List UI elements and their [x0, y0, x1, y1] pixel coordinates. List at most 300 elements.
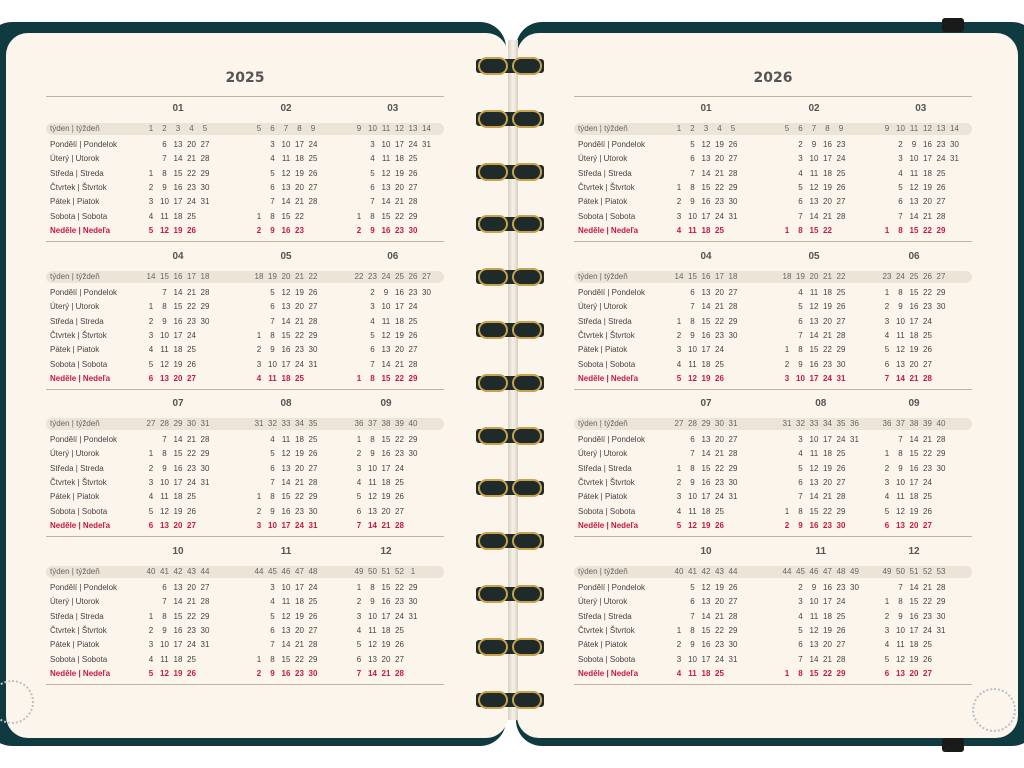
calendar-date: 15: [281, 492, 291, 502]
calendar-date: 2: [784, 359, 790, 369]
week-number: 18: [728, 272, 738, 281]
quarter-divider: [46, 536, 444, 537]
week-number: 30: [187, 419, 196, 428]
calendar-date: 26: [936, 182, 946, 192]
calendar-date: 1: [148, 302, 154, 312]
week-number: 10: [896, 124, 905, 133]
calendar-date: 30: [408, 597, 418, 607]
calendar-date: 3: [370, 140, 375, 149]
calendar-date: 15: [909, 449, 919, 459]
week-number: 40: [936, 419, 946, 428]
calendar-date: 11: [160, 492, 169, 502]
ring-wire: [478, 532, 508, 550]
calendar-date: 9: [911, 140, 917, 149]
calendar-date: 18: [381, 625, 391, 635]
calendar-date: 5: [148, 359, 154, 369]
week-number: 44: [782, 567, 792, 576]
calendar-date: 27: [395, 506, 404, 516]
calendar-date: 26: [308, 168, 318, 178]
calendar-date: 24: [308, 140, 318, 149]
calendar-date: 11: [160, 654, 169, 664]
weekday-label: Čtvrtek | Štvrtok: [578, 625, 635, 635]
calendar-date: 17: [923, 154, 932, 164]
calendar-date: 28: [836, 654, 846, 664]
week-number: 29: [173, 419, 183, 428]
weekday-label: Čtvrtek | Štvrtok: [578, 477, 635, 487]
calendar-date: 24: [715, 492, 724, 502]
week-number: 36: [354, 419, 364, 428]
month-number: 04: [700, 251, 712, 262]
sunday-date: 27: [923, 520, 932, 530]
calendar-date: 23: [408, 288, 418, 297]
calendar-date: 20: [823, 316, 832, 326]
calendar-date: 16: [701, 330, 711, 340]
sunday-date: 4: [256, 373, 262, 383]
calendar-date: 15: [173, 611, 183, 621]
calendar-date: 25: [923, 492, 932, 502]
calendar-date: 16: [701, 197, 711, 207]
sunday-date: 20: [909, 668, 919, 678]
week-number: 32: [796, 419, 805, 428]
calendar-date: 3: [884, 477, 890, 487]
calendar-date: 17: [701, 492, 711, 502]
calendar-date: 22: [295, 330, 304, 340]
week-number: 14: [950, 124, 959, 133]
calendar-date: 28: [728, 611, 738, 621]
calendar-date: 14: [701, 449, 711, 459]
calendar-date: 2: [798, 583, 803, 592]
calendar-date: 27: [308, 182, 318, 192]
sunday-date: 1: [884, 225, 890, 235]
calendar-date: 5: [148, 506, 154, 516]
spiral-binding-ring-icon: [474, 110, 546, 128]
ring-wire: [478, 321, 508, 339]
ring-wire: [512, 427, 542, 445]
weekday-label: Úterý | Utorok: [578, 597, 628, 607]
calendar-date: 1: [356, 211, 362, 221]
week-number: 3: [175, 124, 181, 133]
calendar-date: 3: [676, 654, 682, 664]
calendar-date: 18: [381, 477, 391, 487]
calendar-date: 23: [715, 330, 724, 340]
calendar-date: 7: [270, 640, 275, 650]
calendar-date: 3: [356, 463, 362, 473]
sunday-date: 10: [796, 373, 805, 383]
calendar-date: 13: [281, 625, 291, 635]
sunday-date: 9: [270, 225, 275, 235]
calendar-date: 5: [690, 140, 695, 149]
calendar-date: 13: [909, 197, 919, 207]
calendar-date: 17: [173, 197, 183, 207]
calendar-date: 8: [270, 654, 275, 664]
calendar-date: 24: [187, 330, 196, 340]
week-number: 14: [674, 272, 684, 281]
weekday-label: Pátek | Piatok: [578, 492, 628, 502]
quarter-divider: [574, 684, 972, 685]
calendar-date: 30: [728, 477, 738, 487]
calendar-date: 30: [422, 288, 431, 297]
month-number: 09: [380, 398, 392, 409]
calendar-date: 20: [923, 197, 932, 207]
sunday-date: 26: [715, 520, 724, 530]
week-number: 2: [690, 124, 695, 133]
calendar-date: 13: [809, 477, 819, 487]
ring-wire: [512, 691, 542, 709]
calendar-date: 30: [936, 611, 946, 621]
quarter-divider: [46, 389, 444, 390]
calendar-date: 23: [923, 463, 932, 473]
weekday-label: Sobota | Sobota: [578, 506, 636, 516]
weekday-label: Pondělí | Pondelok: [578, 140, 646, 149]
calendar-date: 19: [909, 654, 919, 664]
ring-wire: [478, 427, 508, 445]
calendar-date: 15: [701, 316, 711, 326]
calendar-date: 18: [823, 288, 832, 297]
calendar-date: 14: [701, 611, 711, 621]
spiral-binding-ring-icon: [474, 532, 546, 550]
calendar-date: 2: [676, 197, 682, 207]
calendar-date: 8: [270, 330, 275, 340]
calendar-date: 12: [281, 449, 291, 459]
week-row-label: týden | týždeň: [50, 567, 100, 576]
calendar-date: 31: [200, 477, 210, 487]
month-number: 09: [908, 398, 920, 409]
calendar-date: 2: [676, 477, 682, 487]
calendar-date: 29: [200, 611, 210, 621]
calendar-date: 11: [381, 154, 391, 164]
spiral-binding-ring-icon: [474, 691, 546, 709]
weekday-label: Pondělí | Pondelok: [50, 435, 118, 444]
weekday-label: Úterý | Utorok: [578, 449, 628, 459]
calendar-date: 18: [923, 168, 932, 178]
year-title-right: 2026: [753, 70, 793, 86]
calendar-date: 25: [715, 359, 724, 369]
ring-wire: [478, 215, 508, 233]
weekday-label: Středa | Streda: [578, 463, 632, 473]
calendar-date: 26: [395, 640, 404, 650]
calendar-date: 30: [200, 625, 210, 635]
calendar-date: 20: [381, 506, 391, 516]
calendar-date: 25: [308, 597, 318, 607]
calendar-date: 11: [896, 330, 905, 340]
calendar-date: 21: [395, 359, 404, 369]
week-number: 28: [688, 419, 697, 428]
ring-wire: [478, 268, 508, 286]
calendar-date: 4: [356, 477, 362, 487]
sunday-date: 21: [381, 520, 391, 530]
weekday-label: Pondělí | Pondelok: [50, 140, 118, 149]
calendar-date: 14: [809, 211, 819, 221]
calendar-date: 1: [884, 288, 890, 297]
week-number: 27: [936, 272, 946, 281]
calendar-date: 2: [898, 140, 903, 149]
calendar-date: 6: [690, 288, 695, 297]
calendar-date: 6: [356, 506, 362, 516]
calendar-date: 16: [823, 583, 832, 592]
calendar-date: 21: [295, 316, 304, 326]
calendar-date: 28: [936, 211, 946, 221]
calendar-date: 28: [200, 435, 210, 444]
calendar-date: 9: [162, 625, 167, 635]
calendar-date: 21: [295, 477, 304, 487]
calendar-date: 15: [701, 182, 711, 192]
calendar-date: 21: [715, 611, 724, 621]
calendar-date: 27: [395, 654, 404, 664]
sunday-date: 7: [356, 668, 362, 678]
spiral-binding-ring-icon: [474, 479, 546, 497]
sunday-date: 15: [381, 373, 391, 383]
sunday-date: 13: [160, 373, 169, 383]
week-number: 48: [836, 567, 846, 576]
calendar-date: 18: [909, 640, 919, 650]
week-number: 17: [715, 272, 724, 281]
calendar-date: 24: [715, 654, 724, 664]
calendar-date: 10: [909, 154, 919, 164]
calendar-date: 1: [784, 506, 790, 516]
sunday-date: 13: [160, 520, 169, 530]
calendar-date: 28: [200, 288, 210, 297]
ring-wire: [512, 110, 542, 128]
sunday-date: 11: [268, 373, 277, 383]
calendar-date: 5: [884, 654, 890, 664]
calendar-date: 23: [187, 625, 196, 635]
week-number: 11: [381, 124, 391, 133]
calendar-date: 6: [690, 154, 695, 164]
calendar-date: 24: [187, 197, 196, 207]
calendar-date: 3: [256, 359, 262, 369]
calendar-date: 19: [909, 506, 919, 516]
calendar-date: 25: [408, 316, 418, 326]
calendar-date: 3: [884, 316, 890, 326]
calendar-date: 24: [408, 302, 418, 312]
calendar-date: 29: [308, 492, 318, 502]
calendar-date: 27: [836, 197, 846, 207]
sunday-date: 3: [784, 373, 790, 383]
calendar-date: 10: [160, 330, 169, 340]
calendar-date: 13: [701, 597, 711, 607]
calendar-date: 1: [784, 345, 790, 355]
calendar-date: 1: [356, 583, 362, 592]
sunday-date: 22: [823, 668, 832, 678]
calendar-date: 13: [281, 182, 291, 192]
calendar-date: 7: [690, 302, 695, 312]
calendar-date: 19: [395, 330, 404, 340]
calendar-date: 6: [370, 182, 375, 192]
calendar-date: 5: [798, 182, 803, 192]
calendar-date: 24: [187, 477, 196, 487]
sunday-date: 12: [688, 373, 697, 383]
calendar-date: 21: [923, 583, 932, 592]
sunday-date: 5: [676, 373, 682, 383]
calendar-date: 4: [148, 654, 154, 664]
calendar-date: 25: [187, 654, 196, 664]
calendar-date: 24: [923, 316, 932, 326]
calendar-date: 18: [701, 359, 711, 369]
week-number: 7: [283, 124, 289, 133]
month-number: 03: [915, 103, 927, 114]
calendar-date: 21: [395, 197, 404, 207]
calendar-date: 7: [370, 359, 375, 369]
calendar-date: 10: [368, 463, 377, 473]
calendar-date: 8: [690, 463, 695, 473]
week-number: 15: [160, 272, 169, 281]
week-number: 41: [688, 567, 697, 576]
week-number: 2: [162, 124, 167, 133]
calendar-date: 6: [370, 345, 375, 355]
calendar-date: 7: [270, 197, 275, 207]
calendar-date: 11: [368, 477, 377, 487]
calendar-date: 9: [898, 463, 903, 473]
week-number: 29: [701, 419, 711, 428]
spiral-binding-ring-icon: [474, 427, 546, 445]
calendar-date: 18: [823, 611, 832, 621]
weekday-label: Sobota | Sobota: [578, 359, 636, 369]
calendar-date: 10: [688, 345, 697, 355]
spiral-binding-ring-icon: [474, 268, 546, 286]
month-number: 02: [280, 103, 292, 114]
week-number: 8: [297, 124, 302, 133]
calendar-date: 4: [798, 288, 803, 297]
week-number: 18: [200, 272, 210, 281]
calendar-date: 7: [898, 583, 903, 592]
week-number: 12: [395, 124, 404, 133]
week-number: 24: [896, 272, 905, 281]
calendar-date: 28: [728, 302, 738, 312]
calendar-date: 15: [381, 211, 391, 221]
sunday-date: 14: [368, 520, 377, 530]
week-number: 28: [160, 419, 169, 428]
calendar-date: 12: [809, 302, 819, 312]
calendar-date: 14: [701, 168, 711, 178]
sunday-date: 20: [909, 520, 919, 530]
calendar-date: 11: [381, 316, 391, 326]
week-number: 22: [354, 272, 364, 281]
sunday-date: 19: [173, 668, 183, 678]
calendar-date: 3: [270, 583, 275, 592]
calendar-date: 6: [270, 625, 275, 635]
calendar-date: 21: [715, 449, 724, 459]
calendar-date: 10: [896, 625, 905, 635]
week-number: 6: [270, 124, 275, 133]
calendar-date: 4: [270, 435, 275, 444]
calendar-date: 12: [701, 140, 711, 149]
calendar-date: 29: [408, 211, 418, 221]
calendar-date: 24: [187, 640, 196, 650]
calendar-date: 25: [187, 492, 196, 502]
ring-wire: [478, 691, 508, 709]
calendar-date: 10: [688, 211, 697, 221]
calendar-date: 17: [381, 463, 391, 473]
calendar-date: 16: [701, 640, 711, 650]
calendar-date: 30: [850, 583, 859, 592]
calendar-date: 12: [160, 506, 169, 516]
calendar-date: 20: [187, 140, 196, 149]
calendar-date: 26: [408, 330, 418, 340]
month-number: 05: [280, 251, 292, 262]
calendar-date: 8: [270, 211, 275, 221]
calendar-date: 22: [187, 449, 196, 459]
calendar-date: 24: [923, 477, 932, 487]
calendar-date: 28: [200, 154, 210, 164]
calendar-date: 2: [356, 597, 362, 607]
week-number: 36: [850, 419, 859, 428]
calendar-date: 27: [728, 597, 738, 607]
calendar-date: 10: [809, 154, 819, 164]
calendar-date: 22: [823, 506, 832, 516]
calendar-date: 29: [200, 302, 210, 312]
sunday-date: 16: [381, 225, 391, 235]
calendar-date: 30: [308, 506, 318, 516]
calendar-date: 13: [701, 435, 711, 444]
calendar-date: 14: [281, 477, 291, 487]
week-number: 27: [146, 419, 156, 428]
calendar-date: 20: [823, 477, 832, 487]
calendar-date: 6: [798, 316, 803, 326]
calendar-date: 1: [676, 182, 682, 192]
calendar-date: 24: [715, 211, 724, 221]
calendar-date: 12: [896, 654, 905, 664]
sunday-date: 13: [896, 520, 905, 530]
calendar-date: 14: [173, 597, 183, 607]
calendar-date: 3: [884, 625, 890, 635]
calendar-date: 10: [368, 611, 377, 621]
calendar-date: 12: [896, 506, 905, 516]
week-number: 10: [368, 124, 377, 133]
calendar-date: 17: [909, 625, 919, 635]
calendar-date: 3: [148, 197, 154, 207]
spiral-binding-ring-icon: [474, 321, 546, 339]
week-number: 25: [395, 272, 404, 281]
sunday-date: 8: [798, 225, 803, 235]
week-number: 18: [254, 272, 264, 281]
ring-wire: [512, 374, 542, 392]
calendar-date: 25: [836, 168, 846, 178]
month-number: 04: [172, 251, 184, 262]
calendar-date: 26: [836, 625, 846, 635]
calendar-date: 30: [950, 140, 959, 149]
calendar-date: 11: [281, 154, 291, 164]
calendar-date: 22: [923, 449, 932, 459]
calendar-date: 20: [295, 182, 304, 192]
week-number: 37: [896, 419, 905, 428]
calendar-date: 12: [281, 288, 291, 297]
ring-wire: [512, 532, 542, 550]
calendar-date: 10: [809, 597, 819, 607]
calendar-date: 21: [823, 654, 832, 664]
week-number: 18: [782, 272, 792, 281]
calendar-date: 1: [256, 211, 262, 221]
calendar-date: 19: [823, 625, 832, 635]
calendar-date: 27: [836, 640, 846, 650]
weekday-label: Sobota | Sobota: [50, 359, 108, 369]
calendar-date: 13: [701, 288, 711, 297]
month-number: 11: [280, 546, 292, 557]
month-number: 01: [172, 103, 184, 114]
sunday-date: 28: [395, 520, 404, 530]
calendar-date: 30: [836, 359, 846, 369]
calendar-date: 16: [909, 463, 919, 473]
week-number: 35: [836, 419, 846, 428]
month-number: 02: [808, 103, 820, 114]
month-number: 08: [815, 398, 827, 409]
calendar-date: 7: [270, 316, 275, 326]
calendar-date: 1: [148, 611, 154, 621]
sunday-date: 22: [923, 225, 932, 235]
calendar-date: 27: [408, 345, 418, 355]
calendar-date: 14: [909, 211, 919, 221]
elastic-band-bottom: [942, 738, 964, 752]
calendar-date: 1: [256, 492, 262, 502]
